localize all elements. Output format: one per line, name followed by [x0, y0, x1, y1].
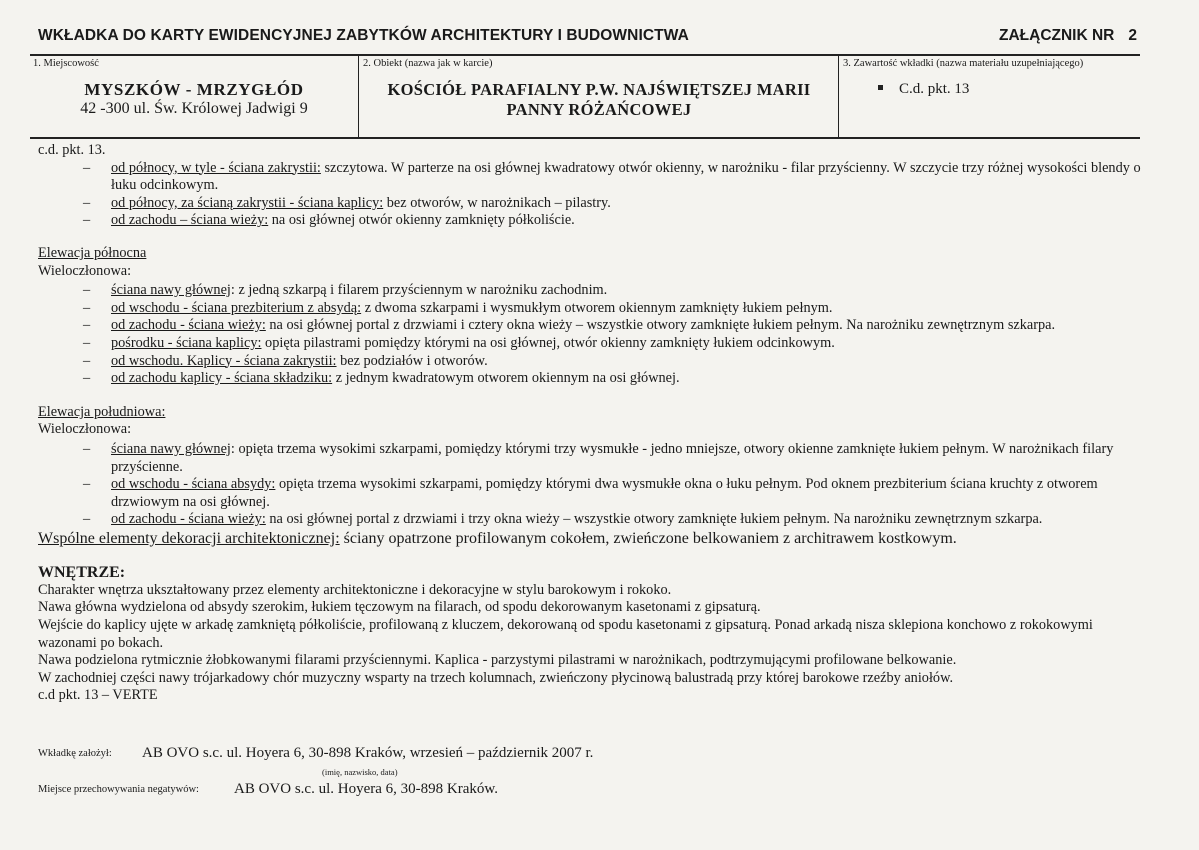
item-text: : opięta trzema wysokimi szkarpami, pomiędzy którymi trzy wysmukłe - jedno mniejsze, otwory okienne zamknięte łukiem pełnym. W narożnikach filary przyścienne. — [111, 440, 1114, 475]
list-item: – od wschodu - ściana prezbiterium z absydą: z dwoma szkarpami i wysmukłym otworem okiennym zamknięty łukiem pełnym. — [83, 299, 833, 316]
interior-heading: WNĘTRZE: — [38, 563, 126, 581]
contents-item — [878, 81, 969, 98]
object-name-line1: KOŚCIÓŁ PARAFIALNY P.W. NAJŚWIĘTSZEJ MARII — [387, 80, 811, 99]
header-divider-2 — [838, 55, 839, 138]
header-rule-top — [30, 54, 1140, 56]
document-title: WKŁADKA DO KARTY EWIDENCYJNEJ ZABYTKÓW ARCHITEKTURY I BUDOWNICTWA — [38, 27, 689, 44]
list-item: – od północy, za ścianą zakrystii - ściana kaplicy: bez otworów, w narożnikach – pilastry. — [83, 194, 611, 211]
list-item: – od wschodu. Kaplicy - ściana zakrystii: bez podziałów i otworów. — [83, 352, 488, 369]
list-item: – od zachodu - ściana wieży: na osi głównej portal z drzwiami i trzy okna wieży – wszystkie otwory zamknięte łukiem pełnym. Na narożniku zewnętrznym szkarpa. — [83, 511, 1043, 528]
south-elevation-heading: Elewacja południowa: — [38, 403, 166, 420]
list-item: – pośrodku - ściana kaplicy: opięta pilastrami pomiędzy którymi na osi głównej, otwór okienny zamknięty łukiem odcinkowym. — [83, 334, 835, 351]
negatives-value: AB OVO s.c. ul. Hoyera 6, 30-898 Kraków. — [234, 781, 498, 797]
place-name: MYSZKÓW - MRZYGŁÓD — [84, 80, 304, 99]
item-label: od wschodu - ściana absydy: — [111, 476, 276, 493]
item-text: opięta trzema wysokimi szkarpami, pomiędzy którymi dwa wysmukłe okna o łuku pełnym. Pod oknem prezbiterium ściana kruchty z otworem drzwiowym na osi głównej. — [111, 476, 1098, 510]
south-elevation-list — [38, 441, 1143, 529]
object-name-line2: PANNY RÓŻAŃCOWEJ — [506, 100, 692, 119]
interior-line: Wejście do kaplicy ujęte w arkadę zamkniętą półkoliście, profilowaną z kluczem, dekorowaną od spodu kasetonami z gipsaturą. Ponad arkadą nisza sklepiona konchowo z rokokowymi wazonami po bokach. — [38, 617, 1093, 651]
item-label: od wschodu - ściana prezbiterium z absydą: — [111, 299, 362, 316]
list-item: – od zachodu - ściana wieży: na osi głównej portal z drzwiami i cztery okna wieży – wszystkie otwory zamknięte łukiem pełnym. Na narożniku zewnętrznym szkarpa. — [83, 317, 1056, 334]
document-body — [38, 140, 1143, 705]
place-address: 42 -300 ul. Św. Królowej Jadwigi 9 — [80, 100, 308, 117]
item-label: od zachodu kaplicy - ściana składziku: — [111, 370, 333, 387]
header-divider-1 — [358, 55, 359, 138]
item-label: ściana nawy głównej — [111, 282, 231, 299]
item-text: na osi głównej portal z drzwiami i cztery okna wieży – wszystkie otwory zamknięte łukiem pełnym. Na narożniku zewnętrznym szkarpa. — [265, 317, 1056, 334]
object-name — [360, 80, 838, 120]
contents-item-text: C.d. pkt. 13 — [899, 81, 970, 97]
item-label: od północy, w tyle - ściana zakrystii: — [111, 159, 321, 176]
item-label: od zachodu - ściana wieży: — [111, 317, 266, 334]
item-label: od zachodu – ściana wieży: — [111, 212, 269, 229]
list-item: – ściana nawy głównej: opięta trzema wysokimi szkarpami, pomiędzy którymi trzy wysmukłe - jedno mniejsze, otwory okienne zamknięte łukiem pełnym. W narożnikach filary przyścienne. — [83, 440, 1114, 475]
list-item: – od wschodu - ściana absydy: opięta trzema wysokimi szkarpami, pomiędzy którymi dwa wysmukłe okna o łuku pełnym. Pod oknem prezbiterium ściana kruchty z otworem drzwiowym na osi głównej. — [83, 476, 1098, 510]
annex-label — [999, 27, 1137, 45]
continuation-list — [38, 160, 1143, 230]
list-item: – od zachodu kaplicy - ściana składziku: z jednym kwadratowym otworem okiennym na osi głównej. — [83, 370, 680, 387]
item-label: od wschodu. Kaplicy - ściana zakrystii: — [111, 352, 337, 369]
made-by-note: (imię, nazwisko, data) — [322, 767, 398, 777]
interior-line: c.d pkt. 13 – VERTE — [38, 687, 158, 704]
contents-label: 3. Zawartość wkładki (nazwa materiału uzupełniającego) — [843, 58, 1084, 69]
interior-line: Charakter wnętrza ukształtowany przez elementy architektoniczne i dekoracyjne w stylu barokowym i rokoko. — [38, 581, 672, 598]
south-elevation-subheading: Wieloczłonowa: — [38, 421, 132, 438]
item-text: opięta pilastrami pomiędzy którymi na osi głównej, otwór okienny zamknięty łukiem odcinkowym. — [261, 334, 835, 351]
annex-number: 2 — [1128, 27, 1137, 44]
negatives-row — [38, 781, 498, 798]
place-label: 1. Miejscowość — [33, 58, 99, 69]
item-text: : z jedną szkarpą i filarem przyściennym w narożniku zachodnim. — [230, 282, 608, 299]
object-label: 2. Obiekt (nazwa jak w karcie) — [363, 58, 493, 69]
north-elevation-heading: Elewacja północna — [38, 244, 147, 261]
item-text: na osi głównej otwór okienny zamknięty półkoliście. — [268, 212, 575, 229]
item-label: ściana nawy głównej — [111, 440, 231, 457]
bullet-square-icon — [878, 85, 883, 90]
list-item: – ściana nawy głównej: z jedną szkarpą i filarem przyściennym w narożniku zachodnim. — [83, 282, 608, 299]
north-elevation-list — [38, 282, 1143, 388]
made-by-row — [38, 745, 593, 762]
item-label: pośrodku - ściana kaplicy: — [111, 334, 262, 351]
common-decoration — [38, 529, 1143, 548]
continuation-heading: c.d. pkt. 13. — [38, 142, 106, 158]
annex-label-text: ZAŁĄCZNIK NR — [999, 27, 1115, 44]
north-elevation-subheading: Wieloczłonowa: — [38, 262, 132, 279]
item-text: bez podziałów i otworów. — [336, 352, 488, 369]
item-label: od zachodu - ściana wieży: — [111, 511, 266, 528]
made-by-label: Wkładkę założył: — [38, 748, 112, 760]
interior-line: Nawa główna wydzielona od absydy szerokim, łukiem tęczowym na filarach, od spodu dekorowanym kasetonami z gipsaturą. — [38, 599, 761, 616]
negatives-label: Miejsce przechowywania negatywów: — [38, 784, 199, 796]
common-decoration-label: Wspólne elementy dekoracji architektonicznej: — [38, 529, 340, 547]
common-decoration-text: ściany opatrzone profilowanym cokołem, zwieńczone belkowaniem z architrawem kostkowym. — [339, 529, 957, 547]
item-text: bez otworów, w narożnikach – pilastry. — [383, 194, 611, 211]
item-label: od północy, za ścianą zakrystii - ściana kaplicy: — [111, 194, 384, 211]
item-text: na osi głównej portal z drzwiami i trzy okna wieży – wszystkie otwory zamknięte łukiem pełnym. Na narożniku zewnętrznym szkarpa. — [265, 511, 1043, 528]
item-text: z jednym kwadratowym otworem okiennym na osi głównej. — [332, 370, 680, 387]
made-by-value: AB OVO s.c. ul. Hoyera 6, 30-898 Kraków, wrzesień – październik 2007 r. — [142, 745, 594, 761]
item-text: z dwoma szkarpami i wysmukłym otworem okiennym zamknięty łukiem pełnym. — [361, 299, 833, 316]
interior-line: W zachodniej części nawy trójarkadowy chór muzyczny wsparty na trzech kolumnach, zwieńczony płycinową balustradą przy której barokowe rzeźby aniołów. — [38, 669, 954, 686]
list-item: – od północy, w tyle - ściana zakrystii: szczytowa. W parterze na osi głównej kwadratowy otwór okienny, w narożniku - filar przyścienny. W szczycie trzy różnej wysokości blendy o łuku odcinkowym. — [83, 159, 1141, 194]
interior-line: Nawa podzielona rytmicznie żłobkowanymi filarami przyściennymi. Kaplica - parzystymi pilastrami w narożnikach, podtrzymującymi profilowane belkowanie. — [38, 652, 957, 669]
list-item: – od zachodu – ściana wieży: na osi głównej otwór okienny zamknięty półkoliście. — [83, 212, 575, 229]
header-rule-bottom — [30, 137, 1140, 139]
item-text: szczytowa. W parterze na osi głównej kwadratowy otwór okienny, w narożniku - filar przyścienny. W szczycie trzy różnej wysokości blendy o łuku odcinkowym. — [111, 159, 1141, 194]
